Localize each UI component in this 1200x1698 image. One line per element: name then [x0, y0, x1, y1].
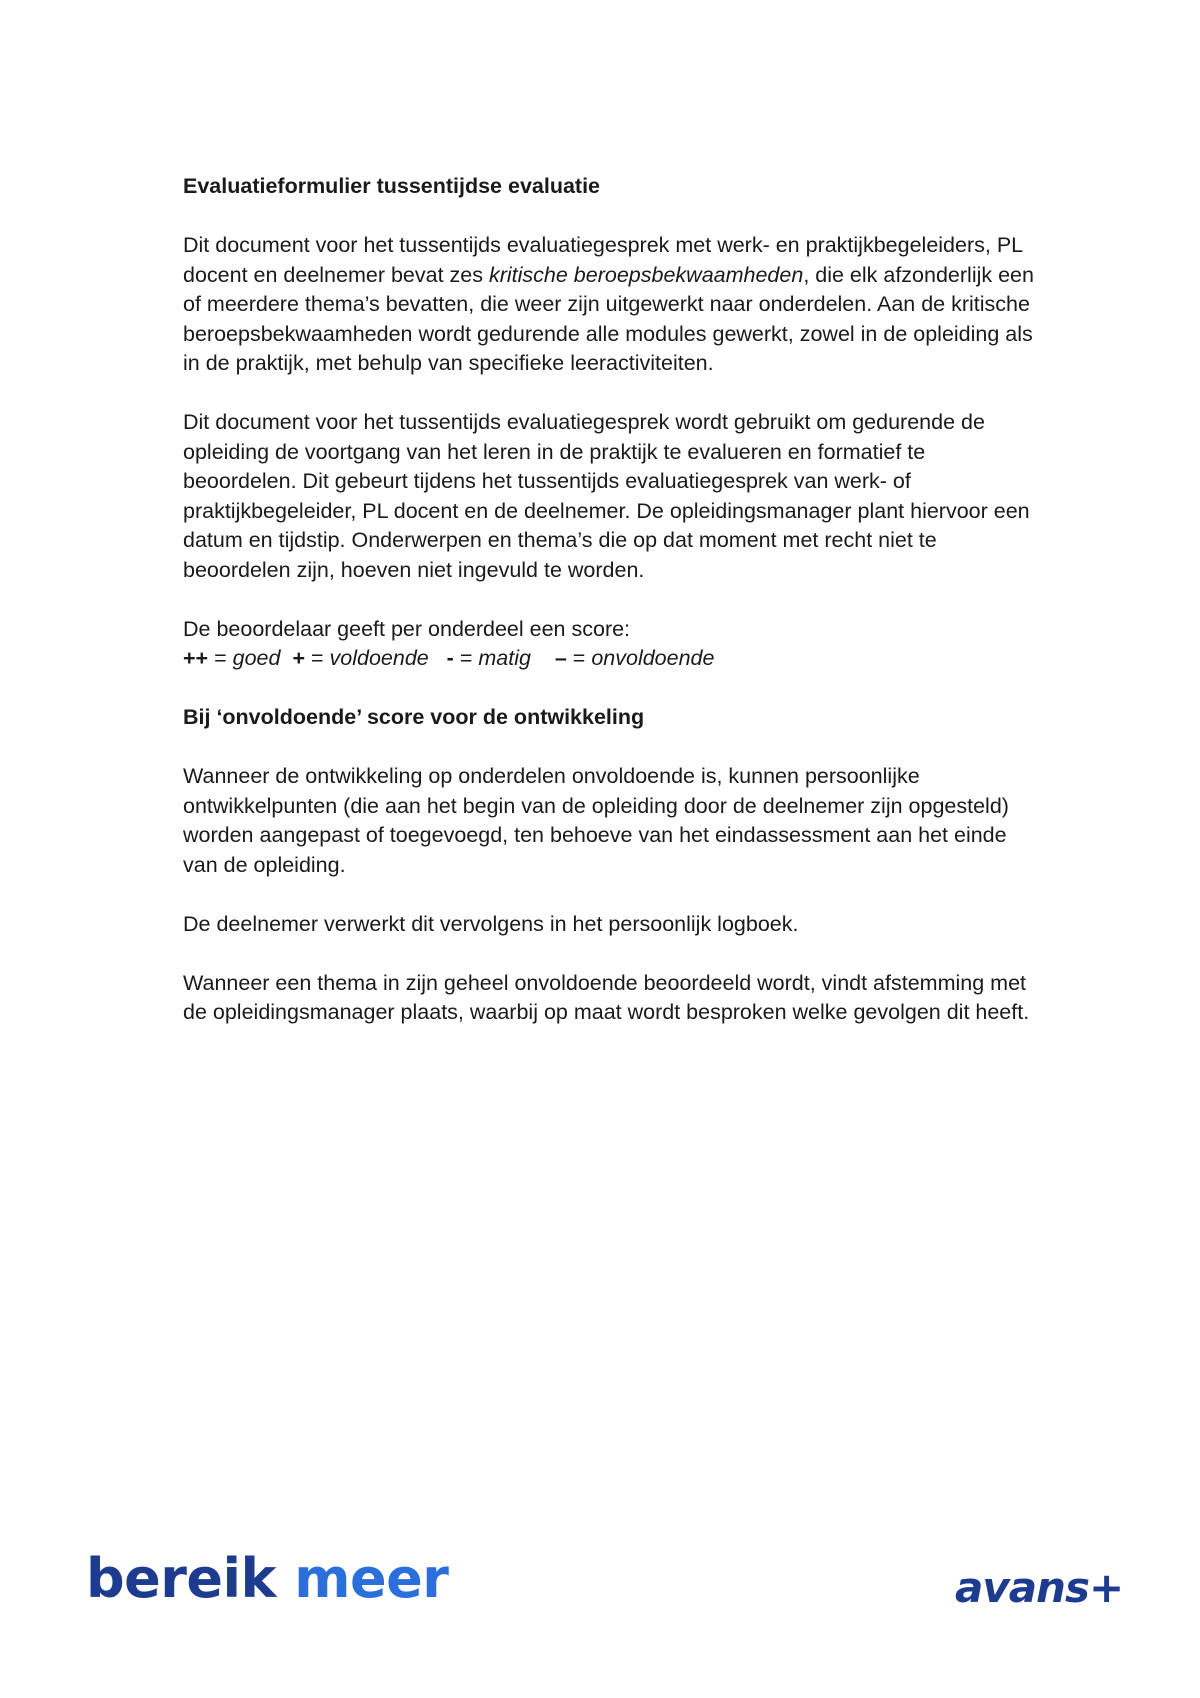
score-legend	[183, 644, 1043, 674]
score-item-sufficient: + = voldoende	[292, 646, 429, 670]
intro-paragraph	[183, 231, 1043, 379]
theme-paragraph: Wanneer een thema in zijn geheel onvoldoende beoordeeld wordt, vindt afstemming met de opleidingsmanager plaats, waarbij op maat wordt besproken welke gevolgen dit heeft.	[183, 970, 1030, 1024]
intro-text-part1: Dit document voor het tussentijds evaluatiegesprek met werk- en praktijkbegeleiders, PL docent en deelnemer bevat zes	[183, 233, 1023, 287]
score-item-good: ++ = goed	[183, 646, 281, 670]
intro-text-part2: , die elk afzonderlijk een of meerdere thema’s bevatten, die weer zijn uitgewerkt naar onderdelen. Aan de kritische beroepsbekwaamheden wordt gedurende alle modules gewerkt, zowel in de opleiding als in de praktijk, met behulp van specifieke leeractiviteiten.	[183, 262, 1034, 375]
intro-text-italic: kritische beroepsbekwaamheden	[488, 262, 804, 287]
avans-plus-logo: avans+	[955, 1563, 1124, 1612]
score-item-moderate: - = matig	[446, 646, 531, 670]
usage-paragraph: Dit document voor het tussentijds evaluatiegesprek wordt gebruikt om gedurende de opleiding de voortgang van het leren in de praktijk te evalueren en formatief te beoordelen. Dit gebeurt tijdens het tussentijds evaluatiegesprek van werk- of praktijkbegeleider, PL docent en de deelnemer. De opleidingsmanager plant hiervoor een datum en tijdstip. Onderwerpen en thema’s die op dat moment met recht niet te beoordelen zijn, hoeven niet ingevuld te worden.	[183, 410, 1030, 582]
document-body	[183, 172, 1043, 1057]
score-item-insufficient: – = onvoldoende	[554, 646, 715, 670]
bereik-meer-logo: bereik meer	[86, 1547, 449, 1610]
logbook-paragraph: De deelnemer verwerkt dit vervolgens in het persoonlijk logboek.	[183, 911, 799, 936]
development-paragraph: Wanneer de ontwikkeling op onderdelen onvoldoende is, kunnen persoonlijke ontwikkelpunten (die aan het begin van de opleiding door de deelnemer zijn opgesteld) worden aangepast of toegevoegd, ten behoeve van het eindassessment aan het einde van de opleiding.	[183, 764, 1009, 877]
insufficient-heading: Bij ‘onvoldoende’ score voor de ontwikkeling	[183, 705, 645, 729]
score-intro: De beoordelaar geeft per onderdeel een score:	[183, 616, 631, 641]
document-title: Evaluatieformulier tussentijdse evaluatie	[183, 174, 601, 198]
